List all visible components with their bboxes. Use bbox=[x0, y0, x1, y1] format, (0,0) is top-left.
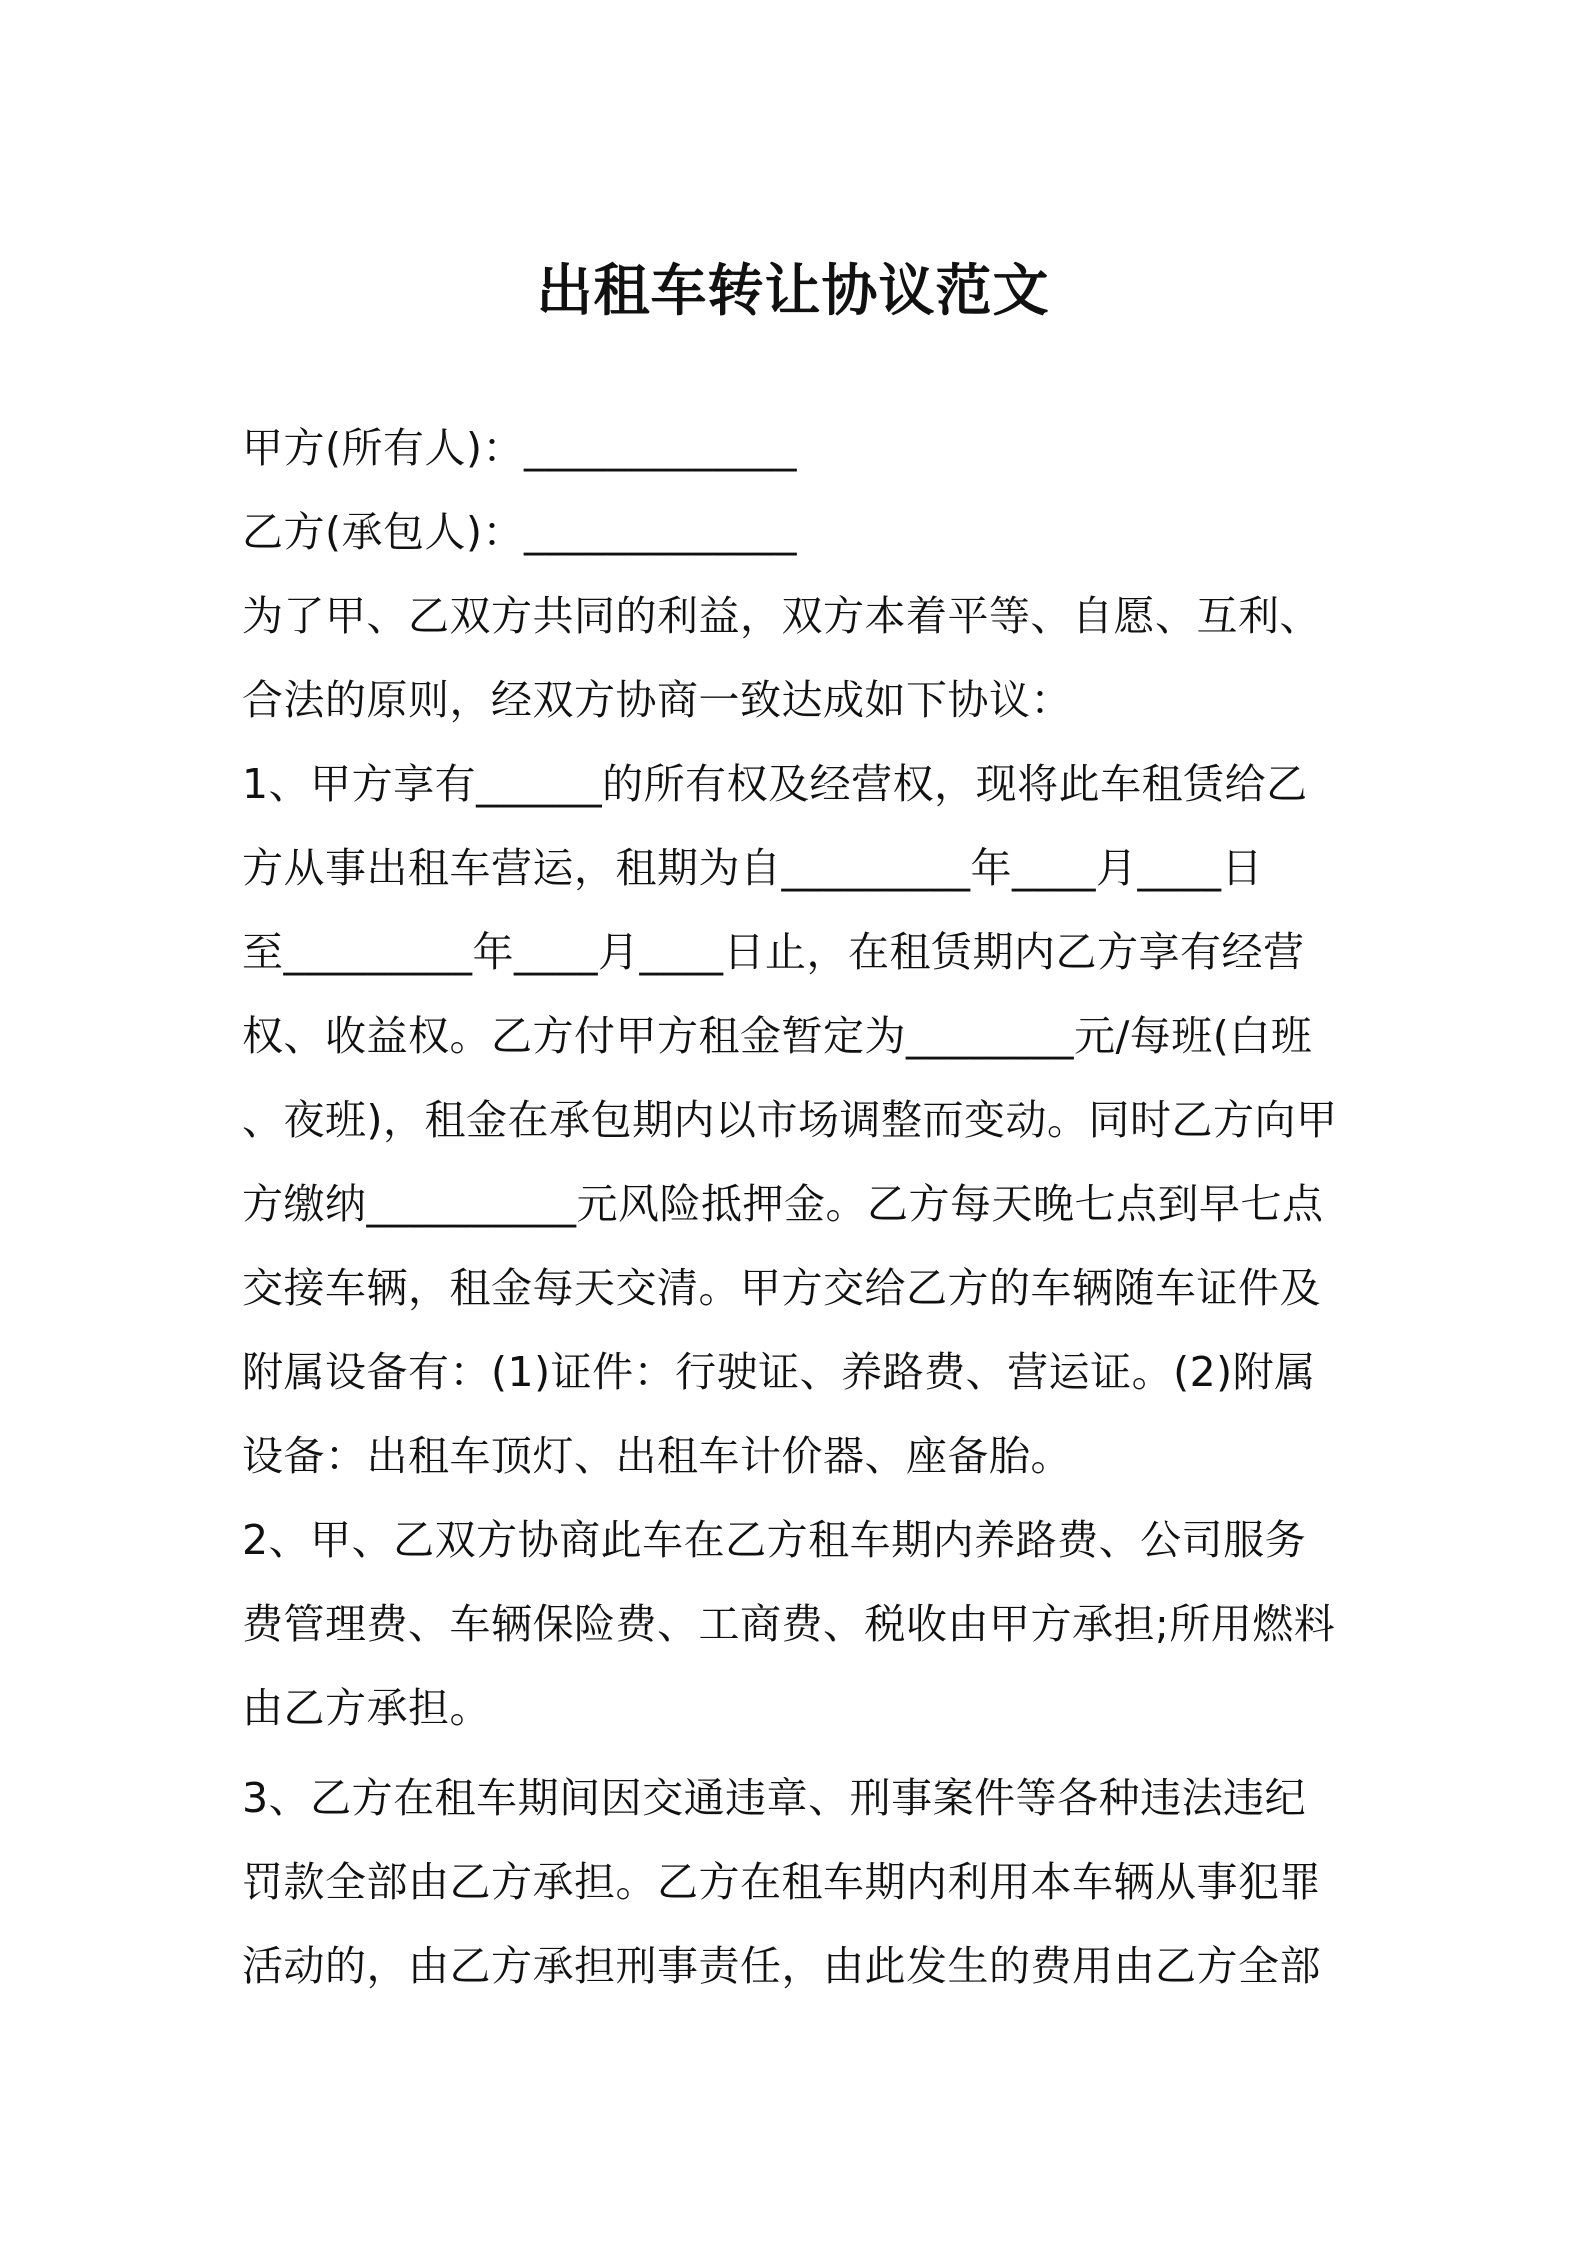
clause-1-line: 设备：出租车顶灯、出租车计价器、座备胎。 bbox=[242, 1432, 1072, 1480]
clause-1-line: 1、甲方享有______的所有权及经营权，现将此车租赁给乙 bbox=[242, 760, 1308, 808]
clause-1-line: 交接车辆，租金每天交清。甲方交给乙方的车辆随车证件及 bbox=[242, 1264, 1321, 1312]
clause-1-line: 、夜班)，租金在承包期内以市场调整而变动。同时乙方向甲 bbox=[242, 1096, 1338, 1144]
clause-2-line: 2、甲、乙双方协商此车在乙方租车期内养路费、公司服务 bbox=[242, 1516, 1307, 1564]
clause-2-line: 由乙方承担。 bbox=[242, 1684, 491, 1732]
clause-3-line: 罚款全部由乙方承担。乙方在租车期内利用本车辆从事犯罪 bbox=[242, 1858, 1321, 1906]
clause-3-line: 活动的，由乙方承担刑事责任，由此发生的费用由乙方全部 bbox=[242, 1942, 1321, 1990]
clause-1-line: 权、收益权。乙方付甲方租金暂定为________元/每班(白班 bbox=[242, 1012, 1313, 1060]
paragraph-line: 为了甲、乙双方共同的利益，双方本着平等、自愿、互利、 bbox=[242, 592, 1321, 640]
clause-1-line: 方从事出租车营运，租期为自_________年____月____日 bbox=[242, 844, 1263, 892]
paragraph-line: 合法的原则，经双方协商一致达成如下协议： bbox=[242, 676, 1072, 724]
clause-1-line: 至_________年____月____日止，在租赁期内乙方享有经营 bbox=[242, 928, 1305, 976]
party-b-line: 乙方(承包人)：_____________ bbox=[242, 508, 797, 556]
document-title: 出租车转让协议范文 bbox=[536, 259, 1050, 324]
document-body bbox=[242, 406, 1362, 2008]
clause-1-line: 方缴纳__________元风险抵押金。乙方每天晚七点到早七点 bbox=[242, 1180, 1324, 1228]
clause-2-line: 费管理费、车辆保险费、工商费、税收由甲方承担;所用燃料 bbox=[242, 1600, 1336, 1648]
clause-3-line: 3、乙方在租车期间因交通违章、刑事案件等各种违法违纪 bbox=[242, 1774, 1307, 1822]
clause-1-line: 附属设备有：(1)证件：行驶证、养路费、营运证。(2)附属 bbox=[242, 1348, 1316, 1396]
party-a-line: 甲方(所有人)：_____________ bbox=[242, 424, 797, 472]
